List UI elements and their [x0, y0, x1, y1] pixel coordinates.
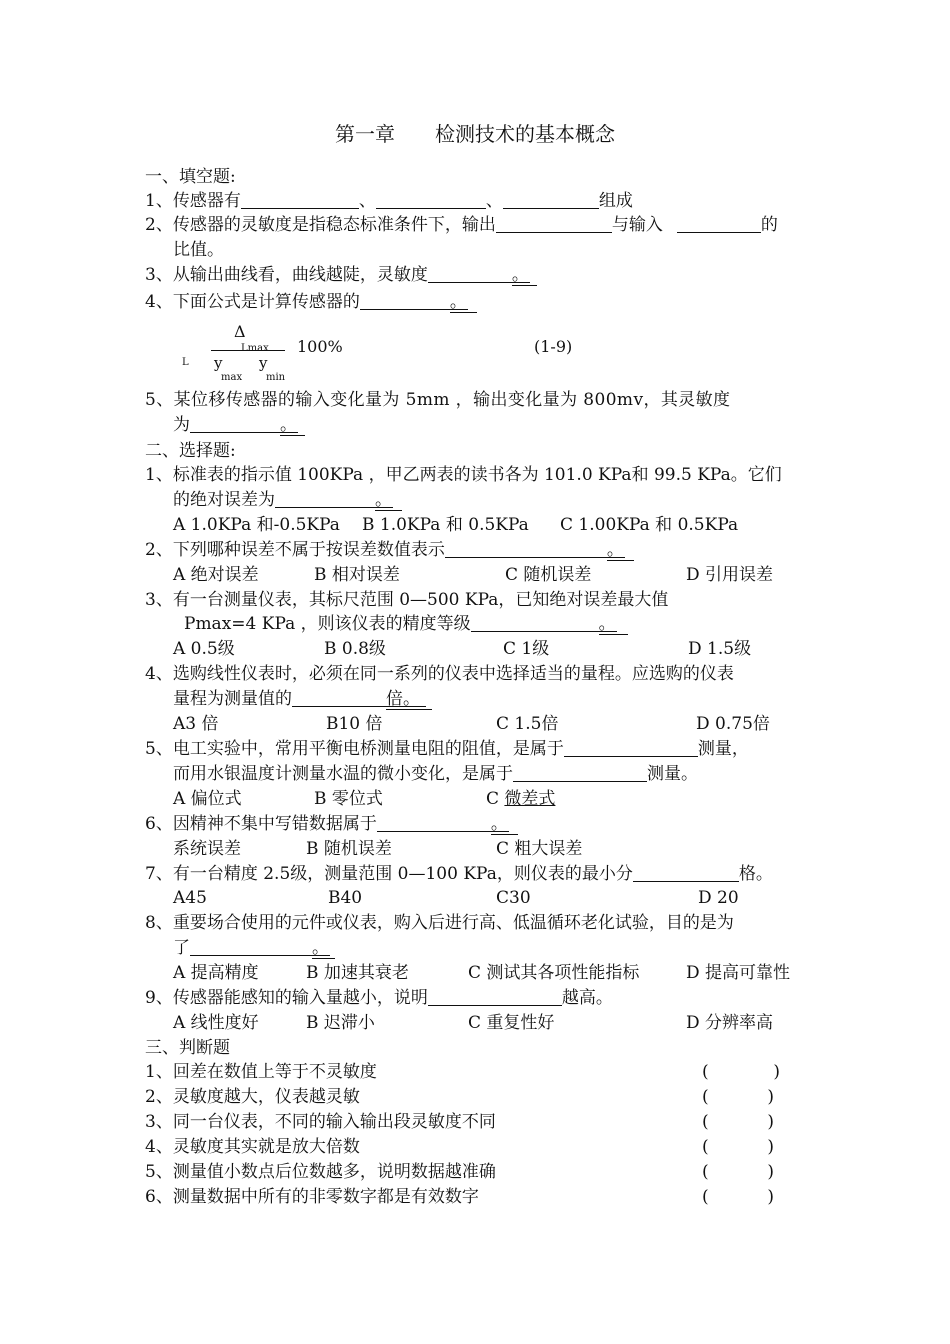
judge-item: 4、灵敏度其实就是放大倍数: [145, 1137, 360, 1157]
answer-blank: [241, 190, 359, 209]
option-c: C30: [496, 888, 531, 908]
answer-blank: [377, 813, 509, 832]
option-c: C 微差式: [486, 789, 556, 809]
answer-blank: [445, 539, 625, 558]
choice-question-1: 1、标准表的指示值 100KPa ，甲乙两表的读书各为 101.0 KPa和 99.5 KPa。它们: [145, 465, 782, 485]
option-b: B 随机误差: [306, 839, 392, 859]
fill-question-4: 4、下面公式是计算传感器的 。: [145, 291, 477, 313]
option-a: A3 倍: [173, 714, 219, 734]
option-c: C 随机误差: [505, 565, 592, 585]
choice-question-5-cont: 而用水银温度计测量水温的微小变化，是属于 测量。: [173, 764, 698, 784]
fill-question-5: 5、某位移传感器的输入变化量为 5mm ，输出变化量为 800mv，其灵敏度: [145, 390, 731, 410]
option-c: C 测试其各项性能指标: [468, 963, 640, 983]
option-a: 系统误差: [173, 839, 241, 859]
answer-blank: [513, 763, 647, 782]
formula-delta: Δ: [234, 322, 246, 341]
choice-question-3: 3、有一台测量仪表，其标尺范围 0—500 KPa，已知绝对误差最大值: [145, 590, 669, 610]
option-c: C 重复性好: [468, 1013, 555, 1033]
option-b: B 相对误差: [314, 565, 400, 585]
answer-blank: [376, 190, 486, 209]
choice-question-1-cont: 的绝对误差为 。: [173, 489, 402, 511]
formula-min: min: [266, 372, 286, 383]
option-a: A 1.0KPa 和-0.5KPa: [173, 515, 340, 535]
section-heading-judge: 三、判断题: [145, 1038, 230, 1058]
option-d: D 0.75倍: [696, 714, 770, 734]
choice-question-5: 5、电工实验中，常用平衡电桥测量电阻的阻值，是属于 测量，: [145, 739, 749, 759]
option-b: B 零位式: [314, 789, 383, 809]
choice-question-8-cont: 了 。: [173, 937, 335, 959]
answer-blank: [633, 863, 739, 882]
option-c-text: 微差式: [504, 789, 556, 809]
page-title: [0, 121, 950, 147]
option-b: B 0.8级: [324, 639, 386, 659]
option-d: D 引用误差: [686, 565, 774, 585]
formula-max: max: [221, 372, 243, 383]
choice-question-3-cont: Pmax=4 KPa ，则该仪表的精度等级 。: [184, 613, 628, 635]
option-d: D 1.5级: [688, 639, 752, 659]
answer-blank: [471, 613, 617, 632]
formula-symbol: L: [182, 357, 189, 368]
option-c: C 1.00KPa 和 0.5KPa: [560, 515, 739, 535]
answer-blank: [496, 214, 612, 233]
chapter-name: 检测技术的基本概念: [435, 122, 615, 146]
option-b: B40: [328, 888, 363, 908]
choice-question-9: 9、传感器能感知的输入量越小，说明 越高。: [145, 988, 613, 1008]
option-a: A 绝对误差: [173, 565, 259, 585]
option-b: B 1.0KPa 和 0.5KPa: [362, 515, 529, 535]
formula-sub: Lmax: [241, 343, 269, 354]
option-d: D 20: [698, 888, 739, 908]
option-b: B 迟滞小: [306, 1013, 375, 1033]
judge-item: 6、测量数据中所有的非零数字都是有效数字: [145, 1187, 479, 1207]
answer-blank: [428, 987, 562, 1006]
section-heading-choice: 二、选择题:: [145, 441, 236, 461]
judge-item: 5、测量值小数点后位数越多，说明数据越准确: [145, 1162, 496, 1182]
formula-percent: 100%: [297, 337, 343, 356]
option-c: C 1.5倍: [496, 714, 559, 734]
judge-item: 1、回差在数值上等于不灵敏度: [145, 1062, 377, 1082]
option-b: B 加速其衰老: [306, 963, 409, 983]
option-a: A 提高精度: [173, 963, 259, 983]
option-c: C 1级: [503, 639, 550, 659]
option-c: C 粗大误差: [496, 839, 583, 859]
option-d: D 提高可靠性: [686, 963, 791, 983]
judge-item: 2、灵敏度越大，仪表越灵敏: [145, 1087, 360, 1107]
choice-question-4-cont: 量程为测量值的 倍。: [173, 688, 432, 710]
option-d: D 分辨率高: [686, 1013, 774, 1033]
answer-blank: [503, 190, 599, 209]
fill-question-2-cont: 比值。: [173, 240, 224, 260]
choice-question-4: 4、选购线性仪表时，必须在同一系列的仪表中选择适当的量程。应选购的仪表: [145, 664, 734, 684]
fill-question-3: 3、从输出曲线看，曲线越陡，灵敏度 。: [145, 264, 537, 286]
option-a: A 线性度好: [173, 1013, 259, 1033]
choice-question-7: 7、有一台精度 2.5级，测量范围 0—100 KPa，则仪表的最小分 格。: [145, 864, 773, 884]
chapter-number: 第一章: [335, 122, 395, 146]
formula-y2: y: [259, 354, 268, 372]
answer-blank: [677, 214, 761, 233]
formula-number: (1-9): [534, 337, 573, 356]
choice-question-8: 8、重要场合使用的元件或仪表，购入后进行高、低温循环老化试验，目的是为: [145, 913, 734, 933]
option-a: A 0.5级: [173, 639, 235, 659]
formula-y1: y: [214, 354, 223, 372]
fraction-bar: [211, 350, 285, 351]
fill-question-1: 1、传感器有 、 、 组成: [145, 191, 633, 211]
fill-question-2: 2、传感器的灵敏度是指稳态标准条件下，输出 与输入 的: [145, 215, 778, 235]
choice-question-6: 6、因精神不集中写错数据属于 。: [145, 813, 518, 835]
option-a: A 偏位式: [173, 789, 242, 809]
judge-item: 3、同一台仪表，不同的输入输出段灵敏度不同: [145, 1112, 496, 1132]
option-a: A45: [173, 888, 207, 908]
choice-question-2: 2、下列哪种误差不属于按误差数值表示 。: [145, 539, 634, 561]
fill-question-5-cont: 为 。: [173, 414, 305, 436]
answer-blank: [190, 937, 330, 956]
option-b: B10 倍: [326, 714, 383, 734]
answer-blank: [564, 738, 698, 757]
section-heading-fill: 一、填空题:: [145, 167, 236, 187]
